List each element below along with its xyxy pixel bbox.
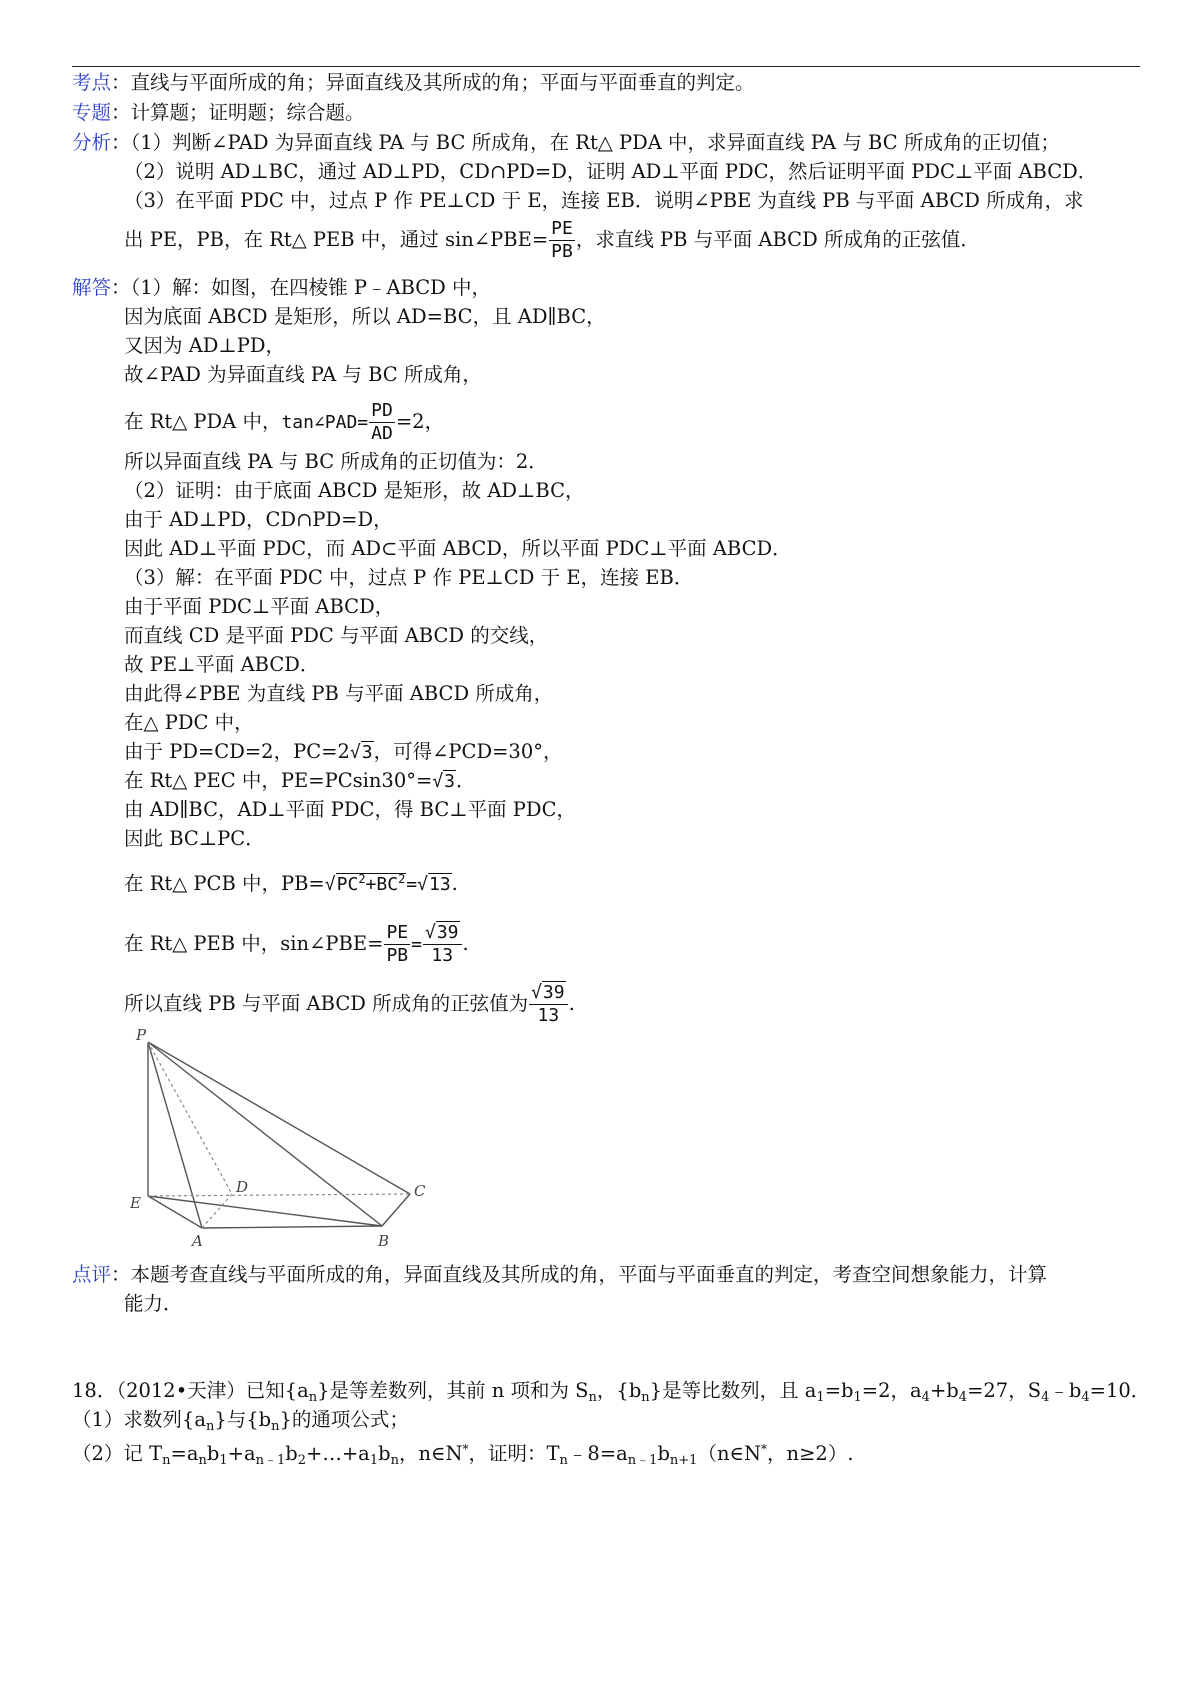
edge-pb bbox=[148, 1042, 382, 1226]
kaodian-text: ：直线与平面所成的角；异面直线及其所成的角；平面与平面垂直的判定。 bbox=[111, 71, 755, 94]
solution-line-20 bbox=[124, 866, 458, 898]
solution-text-22b: . bbox=[568, 992, 575, 1015]
comment-line-2: 能力． bbox=[124, 1292, 183, 1315]
sqrt-39: √39 bbox=[425, 922, 459, 943]
sqrt-3: √3 bbox=[349, 742, 373, 763]
fraction-denominator: PB bbox=[386, 945, 409, 966]
solution-line-22 bbox=[124, 982, 575, 1027]
solution-text-16b: ，可得∠PCD=30°， bbox=[373, 740, 563, 763]
solution-line-4: 故∠PAD 为异面直线 PA 与 BC 所成角， bbox=[124, 363, 482, 386]
fraction-numerator: PE bbox=[386, 922, 409, 943]
fraction-denominator: AD bbox=[371, 423, 393, 444]
zhuanti-label: 专题 bbox=[72, 101, 112, 124]
fraction-sqrt39-13 bbox=[423, 922, 462, 967]
solution-line-6: 所以异面直线 PA 与 BC 所成角的正切值为：2． bbox=[124, 450, 548, 473]
solution-line-5 bbox=[124, 400, 444, 445]
analysis-line-4 bbox=[124, 218, 980, 263]
fraction-denominator: 13 bbox=[537, 1005, 560, 1026]
problem-18-statement: 18．（2012•天津）已知$\{a_n\}$是等差数列，其前 n 项和为 $S_n$，$\{b_n\}$是等比数列，且 $a_1=b_1=2$，$a_4+b_4=27$，$S_4﹣b_4=10$． bbox=[72, 1379, 1151, 1405]
solution-line-15: 在△ PDC 中， bbox=[124, 711, 254, 734]
dianping-label: 点评 bbox=[72, 1263, 112, 1286]
analysis-line-3: （3）在平面 PDC 中，过点 P 作 PE⊥CD 于 E，连接 EB．说明∠PBE 为直线 PB 与平面 ABCD 所成角，求 bbox=[124, 189, 1084, 212]
solution-line-10: （3）解：在平面 PDC 中，过点 P 作 PE⊥CD 于 E，连接 EB． bbox=[124, 566, 694, 589]
solution-line-2: 因为底面 ABCD 是矩形，所以 AD=BC，且 AD∥BC， bbox=[124, 305, 606, 328]
edge-bc bbox=[382, 1194, 410, 1226]
solution-line-18: 由 AD∥BC，AD⊥平面 PDC，得 BC⊥平面 PDC， bbox=[124, 798, 576, 821]
solution-line-16 bbox=[124, 739, 563, 766]
problem-18-part-2: （2）记 $T_n=a_nb_1+a_{n﹣1}b_2+\dots+a_1b_n$，n∈N*，证明：$T_n﹣8=a_{n﹣1}b_{n+1}(n\in N^*$，n≥2）. bbox=[72, 1442, 854, 1468]
solution-text-20b: . bbox=[451, 872, 458, 895]
label-p: P bbox=[136, 1026, 147, 1044]
solution-text-20a: 在 Rt△ PCB 中，PB= bbox=[124, 872, 325, 895]
label-d: D bbox=[236, 1178, 249, 1196]
fraction-sqrt39-13 bbox=[529, 982, 568, 1027]
solution-line-17 bbox=[124, 768, 476, 795]
fraction-pe-pb bbox=[549, 218, 575, 263]
analysis-text-4b: ，求直线 PB 与平面 ABCD 所成角的正弦值． bbox=[575, 228, 980, 251]
solution-line-7: （2）证明：由于底面 ABCD 是矩形，故 AD⊥BC， bbox=[124, 479, 585, 502]
edge-pc bbox=[148, 1042, 410, 1194]
solution-line-3: 又因为 AD⊥PD， bbox=[124, 334, 286, 357]
problem-18-part-1: （1）求数列$\{a_n\}$与$\{b_n\}$的通项公式； bbox=[72, 1408, 409, 1434]
edge-ad-hidden bbox=[202, 1194, 232, 1228]
analysis-text-4a: 出 PE，PB，在 Rt△ PEB 中，通过 sin∠PBE= bbox=[124, 228, 549, 251]
sqrt-term-pc: PC bbox=[336, 874, 359, 895]
solution-line-8: 由于 AD⊥PD，CD∩PD=D， bbox=[124, 508, 393, 531]
sqrt-13: √13 bbox=[417, 874, 451, 895]
label-b: B bbox=[378, 1232, 390, 1250]
fraction-pe-pb bbox=[384, 922, 410, 967]
solution-line-21 bbox=[124, 922, 469, 967]
comment-line-1 bbox=[72, 1262, 1047, 1288]
solution-line-1 bbox=[72, 275, 491, 301]
equals-sign: = bbox=[411, 934, 422, 955]
edge-eb bbox=[148, 1196, 382, 1226]
label-a: A bbox=[192, 1232, 203, 1250]
label-e: E bbox=[130, 1194, 141, 1212]
analysis-line-1 bbox=[72, 130, 1060, 156]
solution-line-13: 故 PE⊥平面 ABCD． bbox=[124, 653, 320, 676]
zhuanti-text: ：计算题；证明题；综合题。 bbox=[111, 101, 365, 124]
exponent: 2 bbox=[358, 872, 366, 886]
zhuanti-line bbox=[72, 100, 365, 126]
label-c: C bbox=[414, 1182, 426, 1200]
comment-text-1: ：本题考查直线与平面所成的角，异面直线及其所成的角，平面与平面垂直的判定，考查空间想象能力，计算 bbox=[111, 1263, 1048, 1286]
fraction-denominator: 13 bbox=[431, 945, 454, 966]
solution-text-5b: =2， bbox=[395, 410, 445, 433]
sqrt-3: √3 bbox=[432, 771, 456, 792]
solution-text-17b: ． bbox=[456, 769, 476, 792]
pyramid-figure bbox=[130, 1026, 450, 1256]
solution-line-11: 由于平面 PDC⊥平面 ABCD， bbox=[124, 595, 395, 618]
solution-text-16a: 由于 PD=CD=2，PC=2 bbox=[124, 740, 350, 763]
sqrt-argument: 3 bbox=[444, 771, 456, 792]
edge-ec-hidden bbox=[148, 1194, 410, 1196]
kaodian-label: 考点 bbox=[72, 71, 112, 94]
jieda-label: 解答 bbox=[72, 276, 112, 299]
top-rule bbox=[72, 66, 1140, 67]
exponent: 2 bbox=[398, 872, 406, 886]
fraction-pd-ad bbox=[369, 400, 395, 445]
kaodian-line bbox=[72, 70, 755, 96]
fraction-numerator: PE bbox=[551, 218, 573, 239]
solution-text-17a: 在 Rt△ PEC 中，PE=PCsin30°= bbox=[124, 769, 433, 792]
solution-line-19: 因此 BC⊥PC． bbox=[124, 827, 265, 850]
solution-line-14: 由此得∠PBE 为直线 PB 与平面 ABCD 所成角， bbox=[124, 682, 554, 705]
edge-ab bbox=[202, 1226, 382, 1228]
fraction-numerator: PD bbox=[371, 400, 393, 421]
equals-sign: = bbox=[406, 874, 418, 895]
fenxi-label: 分析 bbox=[72, 131, 112, 154]
sqrt-argument: 39 bbox=[436, 922, 459, 943]
sqrt-term-bc: +BC bbox=[365, 874, 399, 895]
solution-text-21a: 在 Rt△ PEB 中，sin∠PBE= bbox=[124, 932, 384, 955]
solution-text-1: ：（1）解：如图，在四棱锥 P﹣ABCD 中， bbox=[111, 276, 492, 299]
sqrt-argument: 39 bbox=[542, 982, 565, 1003]
solution-line-9: 因此 AD⊥平面 PDC，而 AD⊂平面 ABCD，所以平面 PDC⊥平面 ABCD． bbox=[124, 537, 792, 560]
fraction-denominator: PB bbox=[551, 241, 573, 262]
sqrt-39: √39 bbox=[531, 982, 565, 1003]
tan-expression: tan∠PAD= bbox=[281, 412, 369, 433]
sqrt-argument: 3 bbox=[361, 742, 373, 763]
solution-text-5a: 在 Rt△ PDA 中， bbox=[124, 410, 282, 433]
solution-text-21b: . bbox=[462, 932, 469, 955]
sqrt-argument: 13 bbox=[428, 874, 451, 895]
solution-text-22a: 所以直线 PB 与平面 ABCD 所成角的正弦值为 bbox=[124, 992, 529, 1015]
analysis-line-2: （2）说明 AD⊥BC，通过 AD⊥PD，CD∩PD=D，证明 AD⊥平面 PDC，然后证明平面 PDC⊥平面 ABCD． bbox=[124, 160, 1098, 183]
edge-pd-hidden bbox=[148, 1042, 232, 1194]
sqrt-pc2-bc2: $√PC^2+BC^2$ bbox=[324, 872, 406, 895]
analysis-text-1: ：（1）判断∠PAD 为异面直线 PA 与 BC 所成角，在 Rt△ PDA 中，求异面直线 PA 与 BC 所成角的正切值； bbox=[111, 131, 1060, 154]
solution-line-12: 而直线 CD 是平面 PDC 与平面 ABCD 的交线， bbox=[124, 624, 549, 647]
